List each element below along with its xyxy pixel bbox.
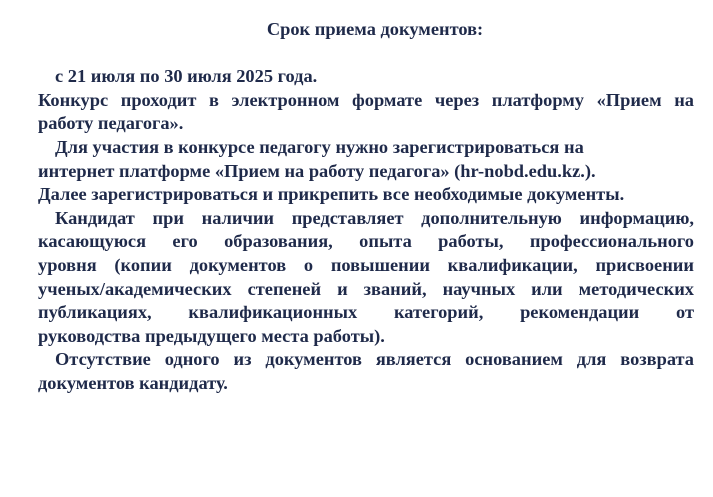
text-line: касающуюся его образования, опыта работы, профессионального bbox=[38, 231, 694, 252]
text-line: Кандидат при наличии представляет дополнительную информацию, bbox=[55, 207, 694, 228]
text-line: Для участия в конкурсе педагогу нужно зарегистрироваться на bbox=[55, 136, 584, 157]
text-line: Отсутствие одного из документов является основанием для возврата bbox=[55, 349, 694, 370]
document-title: Срок приема документов: bbox=[266, 19, 484, 39]
text-line: уровня (копии документов о повышении квалификации, присвоении bbox=[38, 254, 694, 275]
text-line: ученых/академических степеней и званий, научных или методических bbox=[38, 278, 694, 299]
text-line: документов кандидату. bbox=[38, 372, 228, 393]
text-line-dates: с 21 июля по 30 июля 2025 года. bbox=[55, 66, 318, 87]
text-line: работу педагога». bbox=[38, 113, 184, 134]
text-line: Конкурс проходит в электронном формате через платформу «Прием на bbox=[38, 89, 694, 110]
text-line: публикациях, квалификационных категорий, рекомендации от bbox=[38, 302, 694, 323]
text-line: руководства предыдущего места работы). bbox=[38, 325, 385, 346]
text-line: интернет платформе «Прием на работу педагога» (hr-nobd.edu.kz.). bbox=[38, 160, 596, 181]
document-body bbox=[38, 18, 694, 396]
text-line: Далее зарегистрироваться и прикрепить все необходимые документы. bbox=[38, 184, 625, 205]
